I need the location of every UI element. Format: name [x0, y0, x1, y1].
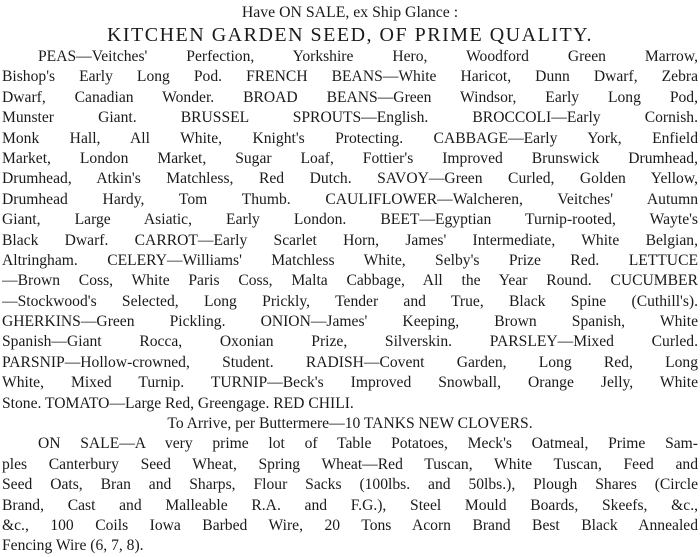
seed-line: Giant, Large Asiatic, Early London. BEET—Egyptian Turnip-rooted, Wayte's	[2, 211, 698, 229]
headline: KITCHEN GARDEN SEED, OF PRIME QUALITY.	[106, 24, 594, 46]
intro-line: Have ON SALE, ex Ship Glance :	[241, 4, 459, 21]
sale-line: Seed Oats, Bran and Sharps, Flour Sacks (100lbs. and 50lbs.), Plough Shares (Circle	[2, 476, 698, 494]
sale-line: ON SALE—A very prime lot of Table Potatoes, Meck's Oatmeal, Prime Sam-	[38, 435, 698, 453]
seed-line: Spanish—Giant Rocca, Oxonian Prize, Silverskin. PARSLEY—Mixed Curled.	[2, 333, 698, 351]
seed-line: Stone. TOMATO—Large Red, Greengage. RED CHILI.	[2, 394, 354, 412]
seed-line: White, Mixed Turnip. TURNIP—Beck's Improved Snowball, Orange Jelly, White	[2, 374, 698, 392]
seed-line: Market, London Market, Sugar Loaf, Fottier's Improved Brunswick Drumhead,	[2, 149, 698, 167]
sale-line: Fencing Wire (6, 7, 8).	[2, 537, 144, 555]
seed-line: PARSNIP—Hollow-crowned, Student. RADISH—Covent Garden, Long Red, Long	[2, 353, 698, 371]
seed-line: Monk Hall, All White, Knight's Protecting. CABBAGE—Early York, Enfield	[2, 129, 698, 147]
seed-line: Dwarf, Canadian Wonder. BROAD BEANS—Green Windsor, Early Long Pod,	[2, 88, 698, 106]
sale-line: ples Canterbury Seed Wheat, Spring Wheat—Red Tuscan, White Tuscan, Feed and	[2, 455, 698, 473]
seed-line: GHERKINS—Green Pickling. ONION—James' Keeping, Brown Spanish, White	[2, 313, 698, 331]
seed-line: Altringham. CELERY—Williams' Matchless White, Selby's Prize Red. LETTUCE	[2, 251, 698, 269]
seed-line: PEAS—Veitches' Perfection, Yorkshire Hero, Woodford Green Marrow,	[38, 48, 698, 65]
seed-line: Drumhead Hardy, Tom Thumb. CAULIFLOWER—Walcheren, Veitches' Autumn	[2, 190, 698, 208]
seed-line: Bishop's Early Long Pod. FRENCH BEANS—White Haricot, Dunn Dwarf, Zebra	[2, 68, 698, 86]
seed-line: Drumhead, Atkin's Matchless, Red Dutch. SAVOY—Green Curled, Golden Yellow,	[2, 170, 698, 188]
sale-line: Brand, Cast and Malleable R.A. and F.G.), Steel Mould Boards, Skeefs, &c.,	[2, 496, 698, 514]
arrival-line: To Arrive, per Buttermere—10 TANKS NEW CLOVERS.	[167, 415, 533, 433]
seed-line: Munster Giant. BRUSSEL SPROUTS—English. BROCCOLI—Early Cornish.	[2, 109, 698, 127]
seed-line: Black Dwarf. CARROT—Early Scarlet Horn, James' Intermediate, White Belgian,	[2, 231, 698, 249]
sale-line: &c., 100 Coils Iowa Barbed Wire, 20 Tons Acorn Brand Best Black Annealed	[2, 516, 698, 534]
seed-line: —Brown Coss, White Paris Coss, Malta Cabbage, All the Year Round. CUCUMBER	[2, 272, 698, 290]
seed-line: —Stockwood's Selected, Long Prickly, Tender and True, Black Spine (Cuthill's).	[2, 292, 698, 310]
